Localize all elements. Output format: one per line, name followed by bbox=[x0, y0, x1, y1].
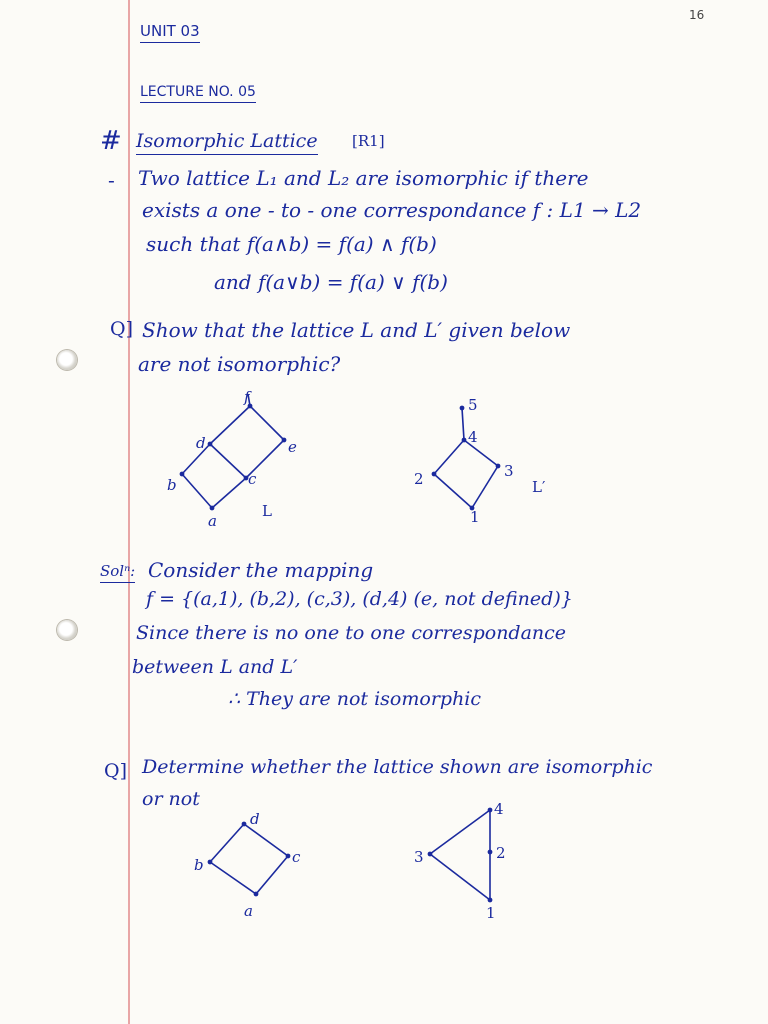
node-3 bbox=[496, 464, 501, 469]
label-c: c bbox=[292, 848, 301, 866]
label-a: a bbox=[208, 512, 217, 530]
label-b: b bbox=[167, 476, 177, 494]
node-b bbox=[208, 860, 213, 865]
solution-conclusion: ∴ They are not isomorphic bbox=[228, 688, 482, 710]
label-5: 5 bbox=[468, 396, 478, 414]
section-ref: [R1] bbox=[352, 132, 385, 150]
question-2-marker: Q] bbox=[104, 760, 127, 782]
node-2 bbox=[432, 472, 437, 477]
lattice-diamond-diagram bbox=[180, 806, 320, 926]
question-marker: Q] bbox=[110, 318, 133, 340]
node-c bbox=[286, 854, 291, 859]
bullet-dash: - bbox=[108, 168, 115, 192]
solution-line-3: Since there is no one to one correspondance bbox=[136, 622, 567, 644]
section-title: Isomorphic Lattice bbox=[136, 130, 318, 155]
node-4 bbox=[488, 808, 493, 813]
label-d: d bbox=[196, 434, 206, 452]
unit-heading: UNIT 03 bbox=[140, 22, 200, 43]
node-1 bbox=[488, 898, 493, 903]
question-2-line-1: Determine whether the lattice shown are isomorphic bbox=[142, 756, 653, 778]
label-4: 4 bbox=[468, 428, 478, 446]
node-a bbox=[254, 892, 259, 897]
punch-hole bbox=[57, 620, 77, 640]
node-b bbox=[180, 472, 185, 477]
lattice-L-prime-diagram bbox=[400, 392, 560, 532]
node-2 bbox=[488, 850, 493, 855]
label-c: c bbox=[248, 470, 257, 488]
label-e: e bbox=[288, 438, 297, 456]
node-d bbox=[208, 442, 213, 447]
solution-line-1: Consider the mapping bbox=[148, 558, 374, 582]
label-2: 2 bbox=[414, 470, 424, 488]
definition-line-3: such that f(a∧b) = f(a) ∧ f(b) bbox=[146, 232, 437, 256]
label-3: 3 bbox=[414, 848, 424, 866]
punch-hole bbox=[57, 350, 77, 370]
solution-line-4: between L and L′ bbox=[132, 656, 298, 678]
lattice-L-label: L bbox=[262, 502, 272, 520]
hash-mark: # bbox=[100, 126, 122, 156]
page-number: 16 bbox=[689, 8, 705, 22]
margin-line bbox=[128, 0, 130, 1024]
lecture-heading: LECTURE NO. 05 bbox=[140, 84, 256, 103]
label-1: 1 bbox=[486, 904, 496, 922]
definition-line-2: exists a one - to - one correspondance f : L1 → L2 bbox=[142, 198, 642, 222]
label-3: 3 bbox=[504, 462, 514, 480]
question-1-line-1: Show that the lattice L and L′ given below bbox=[142, 318, 571, 342]
label-b: b bbox=[194, 856, 204, 874]
node-a bbox=[210, 506, 215, 511]
lattice-L-diagram bbox=[160, 390, 320, 540]
label-1: 1 bbox=[470, 508, 480, 526]
node-5 bbox=[460, 406, 465, 411]
label-a: a bbox=[244, 902, 253, 920]
node-d bbox=[242, 822, 247, 827]
label-2: 2 bbox=[496, 844, 506, 862]
lattice-L-prime-label: L′ bbox=[532, 478, 546, 496]
lattice-chain-diagram bbox=[400, 796, 540, 922]
node-e bbox=[282, 438, 287, 443]
question-2-line-2: or not bbox=[142, 788, 200, 810]
solution-marker: Solⁿ: bbox=[100, 562, 135, 583]
label-d: d bbox=[250, 810, 260, 828]
definition-line-4: and f(a∨b) = f(a) ∨ f(b) bbox=[214, 270, 448, 294]
node-4 bbox=[462, 438, 467, 443]
question-1-line-2: are not isomorphic? bbox=[138, 352, 341, 376]
solution-line-2: f = {(a,1), (b,2), (c,3), (d,4) (e, not defined)} bbox=[146, 588, 573, 610]
label-f: f bbox=[244, 388, 250, 406]
definition-line-1: Two lattice L₁ and L₂ are isomorphic if there bbox=[138, 166, 589, 190]
label-4: 4 bbox=[494, 800, 504, 818]
node-3 bbox=[428, 852, 433, 857]
